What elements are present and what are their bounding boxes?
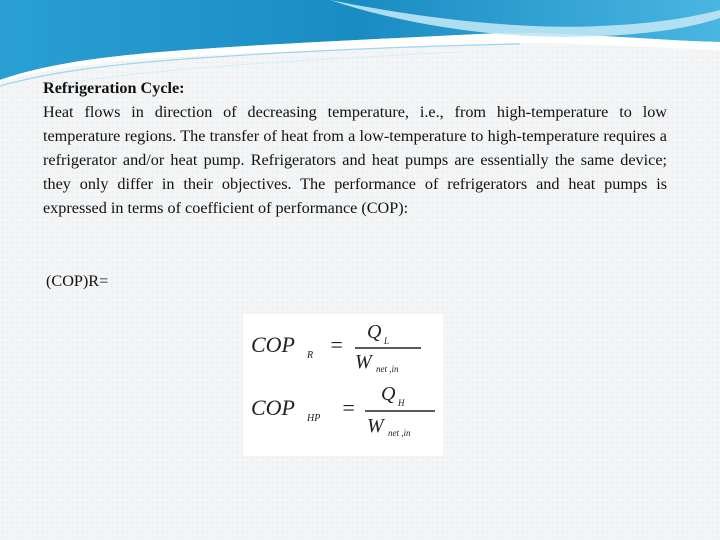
cop-formula-image (243, 314, 443, 456)
formula2-numerator-sub: H (398, 398, 405, 408)
formula2-equals: = (341, 395, 356, 420)
slide-text (43, 76, 667, 220)
slide-paragraph: Heat flows in direction of decreasing temperature, i.e., from high-temperature to low temperature regions. The transfer of heat from a low-temperature to high-temperature requires a refrigerator and/or heat pump. Refrigerators and heat pumps are essentially the same device; they only differ in their objectives. The performance of refrigerators and heat pumps is expressed in terms of coefficient of performance (COP): (43, 103, 667, 217)
formula2-numerator: Q (381, 383, 396, 405)
formula1-denominator: W (355, 351, 372, 373)
formula2-denominator: W (367, 415, 384, 437)
formula1-denominator-sub: net ,in (376, 364, 399, 374)
formula2-denominator-sub: net ,in (388, 428, 411, 438)
formula1-lhs-sub: R (307, 350, 314, 361)
slide-heading: Refrigeration Cycle: (43, 79, 185, 97)
formula1-numerator-sub: L (384, 336, 390, 346)
formula1-lhs: COP (251, 332, 295, 357)
formula1-numerator: Q (367, 321, 382, 343)
formula2-lhs-sub: HP (307, 413, 321, 424)
formula1-equals: = (329, 332, 344, 357)
formula2-lhs: COP (251, 395, 295, 420)
cop-label: (COP)R= (46, 272, 109, 290)
